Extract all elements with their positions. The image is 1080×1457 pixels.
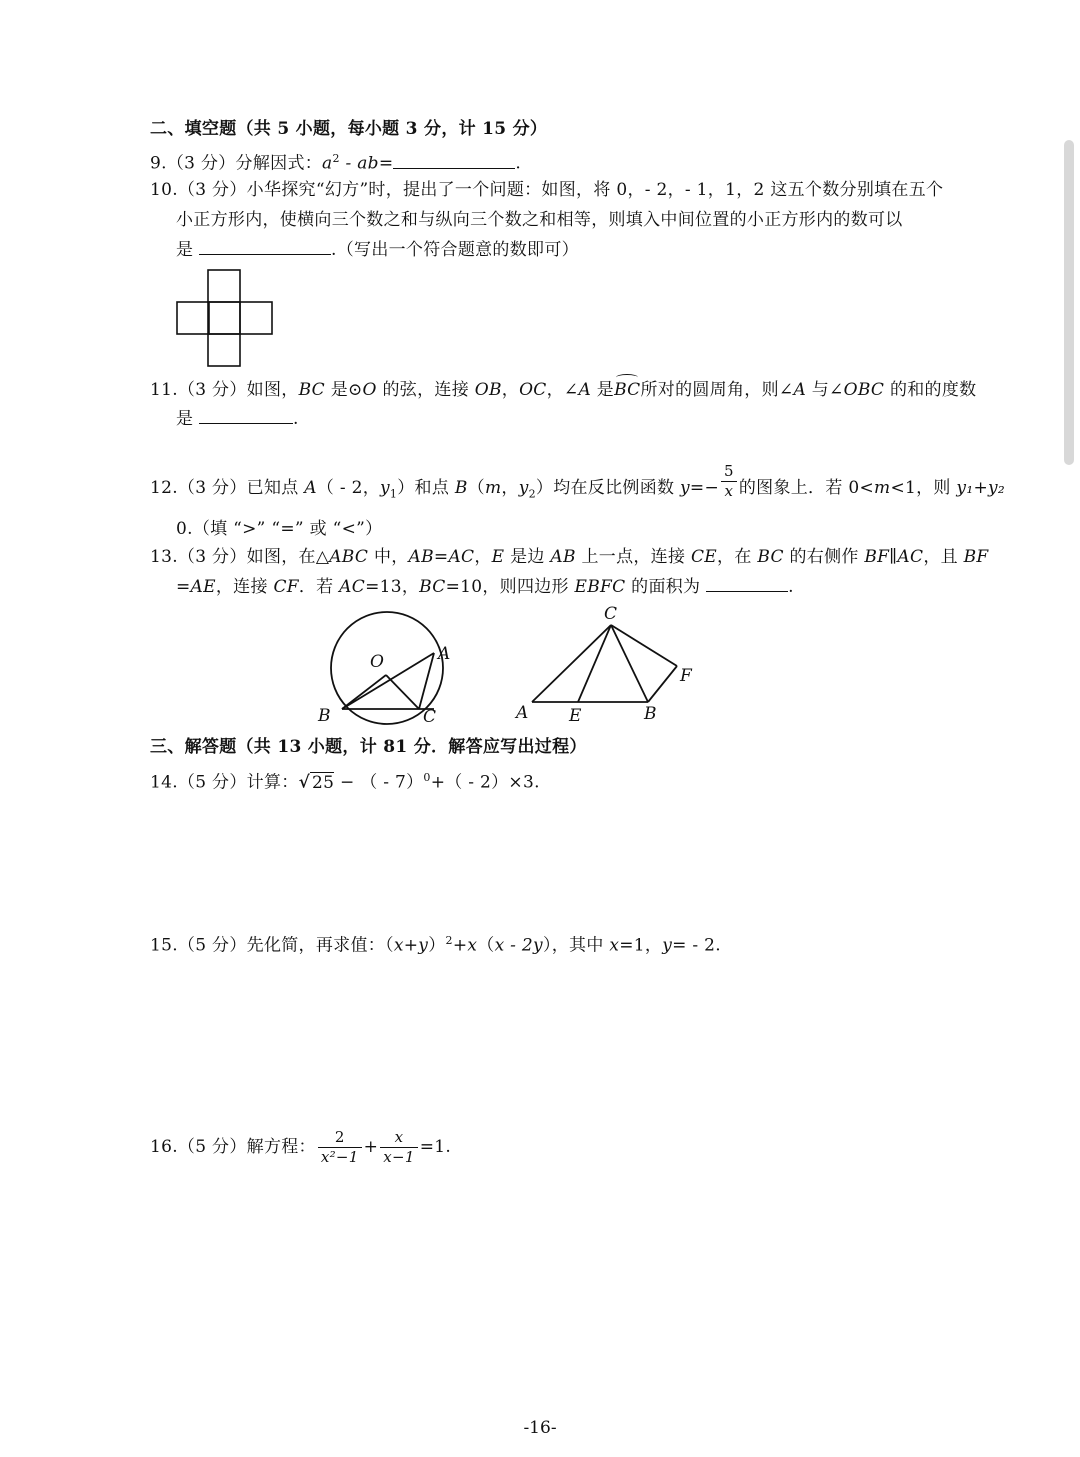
q15-y-value: y [662, 935, 673, 956]
square-bottom [208, 334, 240, 366]
q9-expr-rest: - ab= [339, 153, 394, 174]
q10-answer-blank[interactable] [199, 238, 331, 255]
q11-text: 是⊙ [324, 380, 363, 400]
q13-text: ，且 [923, 547, 964, 567]
label-b: B [318, 706, 331, 726]
square-left [177, 302, 209, 334]
question-12-line2: 0.（填 “>” “=” 或 “<”） [176, 519, 383, 539]
q13-text: 是边 [504, 547, 551, 567]
q13-text: ， [474, 547, 492, 567]
q11-text: 的弦，连接 [376, 380, 475, 400]
q13-text: ，连接 [215, 577, 274, 597]
q13-text: =10，则四边形 [445, 577, 575, 597]
q15-x-plus-y: x+y [393, 935, 429, 956]
segment-ce [578, 625, 611, 702]
question-10-line2: 小正方形内，使横向三个数之和与纵向三个数之和相等，则填入中间位置的小正方形内的数可以 [176, 210, 903, 230]
q11-angle-a: A [793, 380, 807, 400]
q16-end: =1. [419, 1137, 452, 1157]
q13-seg-bf: BF [963, 547, 989, 567]
q13-text: 中， [368, 547, 409, 567]
q11-line2-prefix: 是 [176, 409, 194, 429]
q16-frac1-den: x²−1 [320, 1148, 359, 1166]
q13-text: =13， [365, 577, 420, 597]
label-o: O [370, 652, 384, 672]
q11-text: ， [501, 380, 520, 400]
section-heading-solutions: 三、解答题（共 13 小题，计 81 分．解答应写出过程） [150, 737, 587, 757]
q13-seg-ac: AC [339, 577, 366, 597]
q15-text: = - 2. [672, 935, 721, 956]
q10-line3-suffix: .（写出一个符合题意的数即可） [331, 240, 579, 260]
q11-angle-a: A [578, 380, 592, 400]
section-heading-fill-blank: 二、填空题（共 5 小题，每小题 3 分，计 15 分） [150, 119, 548, 139]
q13-text: 13.（3 分）如图，在△ [150, 547, 330, 567]
q11-seg-ob: OB [474, 380, 502, 400]
q16-fraction-1 [318, 1130, 362, 1165]
q11-text: 的和的度数 [884, 380, 977, 400]
square-top [208, 270, 240, 302]
sqrt-icon: √ [298, 772, 311, 793]
q12-frac-den: x [724, 482, 734, 500]
q12-text: 12.（3 分）已知点 [150, 478, 305, 498]
question-11-line1 [150, 378, 976, 402]
q16-frac2-den: x−1 [383, 1148, 415, 1166]
triangle-figure [510, 600, 710, 728]
label-b: B [644, 704, 657, 724]
square-right [240, 302, 272, 334]
q12-fraction [721, 464, 737, 499]
q13-side-ab: AB [550, 547, 576, 567]
label-a: A [438, 644, 451, 664]
q13-answer-blank[interactable] [706, 575, 788, 592]
label-c: C [604, 604, 618, 624]
q12-y1-sub: 1 [389, 487, 398, 501]
circle-figure [305, 605, 475, 735]
q11-angle-obc: OBC [843, 380, 885, 400]
question-13-line1 [150, 545, 989, 569]
q12-text: 的图象上．若 0< [738, 478, 875, 498]
q11-answer-blank[interactable] [199, 407, 293, 424]
q13-text: ，在 [717, 547, 758, 567]
label-f: F [680, 666, 692, 686]
question-10-line3 [176, 238, 579, 262]
q16-frac2-num: x [380, 1130, 417, 1148]
q15-x-value: x [609, 935, 620, 956]
q13-text: 的面积为 [625, 577, 701, 597]
q14-prefix: 14.（5 分）计算： [150, 772, 299, 793]
q12-point-b: B [454, 478, 468, 498]
q11-text: 与∠ [806, 380, 844, 400]
q15-text: （ [477, 935, 495, 956]
q12-point-a: A [304, 478, 317, 498]
question-16 [150, 1125, 451, 1169]
question-9 [150, 147, 521, 176]
q13-text: ．若 [298, 577, 340, 597]
q13-triangle-abc: ABC [329, 547, 369, 567]
q16-fraction-2 [380, 1130, 417, 1165]
question-15 [150, 929, 721, 958]
question-14 [150, 766, 540, 795]
q15-text: =1， [619, 935, 663, 956]
q13-seg-ae: AE [190, 577, 216, 597]
label-a: A [516, 703, 529, 723]
q14-radicand: 25 [312, 772, 335, 793]
q13-end: . [788, 577, 794, 597]
q11-arc-bc: BC [614, 380, 641, 400]
segment-ob [342, 675, 386, 709]
q14-text: − （ - 7） [334, 772, 424, 793]
q14-exponent: 0 [423, 771, 431, 784]
q15-exponent: 2 [445, 934, 453, 947]
vertical-scrollbar[interactable] [1064, 140, 1074, 465]
q12-text: （ - 2， [316, 478, 381, 498]
q11-text: 11.（3 分）如图， [150, 380, 299, 400]
q15-text: + [452, 935, 468, 956]
cross-squares-figure [175, 268, 279, 372]
q13-seg-cf: CF [273, 577, 299, 597]
q15-x: x [467, 935, 478, 956]
q16-plus: + [363, 1137, 379, 1157]
q13-quad-ebfc: EBFC [574, 577, 626, 597]
question-12-line1 [150, 462, 1006, 506]
q13-text: 上一点，连接 [575, 547, 691, 567]
q11-seg-oc: OC [519, 380, 547, 400]
q9-prefix: 9.（3 分）分解因式： [150, 153, 323, 174]
q13-ab-eq-ac: AB=AC [408, 547, 475, 567]
q11-end: . [293, 409, 299, 429]
segment-ba [342, 653, 434, 709]
q12-function-y: y [680, 478, 690, 498]
q12-text: ， [501, 478, 519, 498]
segment-bf [648, 666, 677, 702]
q16-prefix: 16.（5 分）解方程： [150, 1137, 316, 1157]
q13-seg-bc: BC [419, 577, 446, 597]
q11-chord-bc: BC [298, 380, 325, 400]
q15-text: 15.（5 分）先化简，再求值：（ [150, 935, 394, 956]
q11-circle-o: O [362, 380, 377, 400]
q11-text: 是 [591, 380, 615, 400]
q12-m: m [484, 478, 502, 498]
q13-text: 的右侧作 [783, 547, 865, 567]
label-e: E [569, 706, 582, 726]
q9-answer-blank[interactable] [393, 152, 515, 169]
q12-y2: y [518, 478, 529, 498]
q11-text: 所对的圆周角，则∠ [640, 380, 794, 400]
q14-text: +（ - 2）×3. [430, 772, 540, 793]
side-ac [532, 625, 611, 702]
q11-text: ，∠ [546, 380, 579, 400]
q12-frac-num: 5 [721, 464, 737, 482]
q12-text: （ [467, 478, 485, 498]
q13-bf-parallel-ac: BF∥AC [864, 547, 924, 567]
q9-end: . [515, 153, 522, 174]
q12-text: ）和点 [397, 478, 455, 498]
q12-y2-sub: 2 [528, 487, 536, 501]
q15-text: ） [428, 935, 446, 956]
question-10-line1: 10.（3 分）小华探究“幻方”时，提出了一个问题：如图，将 0，- 2，- 1，1，2 这五个数分别填在五个 [150, 180, 944, 200]
q13-text: = [176, 577, 191, 597]
q13-seg-bc: BC [757, 547, 784, 567]
q15-text: ），其中 [542, 935, 610, 956]
q16-frac1-num: 2 [318, 1130, 362, 1148]
q10-line3-prefix: 是 [176, 240, 194, 260]
q13-point-e: E [491, 547, 505, 567]
q12-text: <1，则 [890, 478, 957, 498]
label-c: C [423, 707, 437, 727]
question-11-line2 [176, 407, 299, 431]
q12-text: ）均在反比例函数 [535, 478, 681, 498]
q12-sum: y₁+y₂ [956, 478, 1006, 498]
q12-equals-minus: =− [689, 478, 720, 498]
q12-m: m [874, 478, 891, 498]
q13-seg-ce: CE [691, 547, 718, 567]
question-13-line2 [176, 575, 794, 599]
square-center [208, 302, 240, 334]
page-number: -16- [523, 1418, 557, 1438]
q15-x-minus-2y: x - 2y [494, 935, 543, 956]
q9-exponent: 2 [332, 152, 340, 165]
q12-y1: y [380, 478, 390, 498]
q9-var-a: a [322, 153, 333, 174]
